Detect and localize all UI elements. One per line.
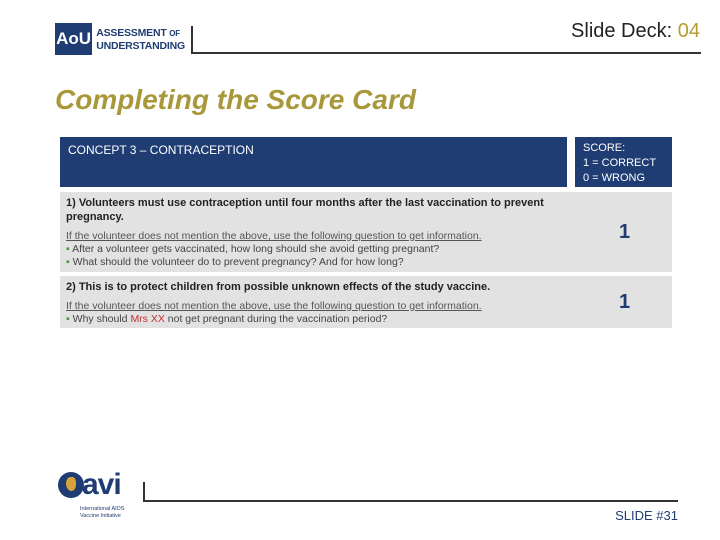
concept-header: CONCEPT 3 – CONTRACEPTION [60, 137, 567, 187]
slide-number: SLIDE #31 [615, 508, 678, 523]
prompt-text-2a-after: not get pregnant during the vaccination period? [164, 313, 388, 325]
score-header-line3: 0 = WRONG [583, 172, 646, 184]
hint-text-2: If the volunteer does not mention the above, use the following question to get information. [66, 300, 482, 312]
logo-line1: ASSESSMENT [96, 26, 167, 39]
question-cell-1 [60, 192, 577, 272]
prompt-item-1b [66, 256, 571, 269]
page-title: Completing the Score Card [55, 84, 416, 115]
iavi-logo-word: avi [82, 468, 121, 501]
aou-logo [55, 20, 185, 58]
bullet-icon: ▪ [66, 256, 70, 268]
prompt-text-1a: After a volunteer gets vaccinated, how long should she avoid getting pregnant? [72, 243, 440, 255]
bullet-icon: ▪ [66, 243, 70, 255]
hint-text-1: If the volunteer does not mention the above, use the following question to get information. [66, 230, 482, 242]
prompt-text-2a-before: Why should [72, 313, 131, 325]
aou-logo-text [96, 27, 185, 52]
header-divider-horizontal [191, 52, 701, 54]
prompt-name-highlight: Mrs XX [130, 313, 165, 325]
question-text-1: 1) Volunteers must use contraception until four months after the last vaccination to prevent pregnancy. [66, 197, 544, 223]
slide-deck-number: 04 [677, 20, 700, 42]
aou-logo-mark: AoU [55, 23, 92, 55]
footer-divider-vertical [143, 482, 145, 502]
question-cell-2 [60, 276, 577, 328]
score-cell-2: 1 [577, 276, 672, 328]
footer-divider-horizontal [143, 500, 678, 502]
score-cell-1: 1 [577, 192, 672, 272]
iavi-subtitle-line1: International AIDS [80, 506, 125, 512]
iavi-logo [58, 468, 128, 528]
iavi-subtitle-line2: Vaccine Initiative [80, 513, 121, 519]
logo-of: OF [169, 28, 180, 38]
prompt-item-2a [66, 313, 571, 326]
score-header-line2: 1 = CORRECT [583, 157, 657, 169]
logo-line2: UNDERSTANDING [96, 39, 185, 52]
question-text-2: 2) This is to protect children from possible unknown effects of the study vaccine. [66, 281, 491, 293]
slide-deck-text: Slide Deck: [571, 20, 678, 42]
prompt-item-1a [66, 243, 571, 256]
globe-icon [58, 472, 84, 498]
bullet-icon: ▪ [66, 313, 70, 325]
score-header-line1: SCORE: [583, 142, 626, 154]
slide-deck-label [571, 20, 700, 43]
iavi-logo-subtitle [80, 506, 124, 520]
score-header [575, 137, 672, 187]
header-divider-vertical [191, 26, 193, 54]
prompt-text-1b: What should the volunteer do to prevent pregnancy? And for how long? [72, 256, 404, 268]
